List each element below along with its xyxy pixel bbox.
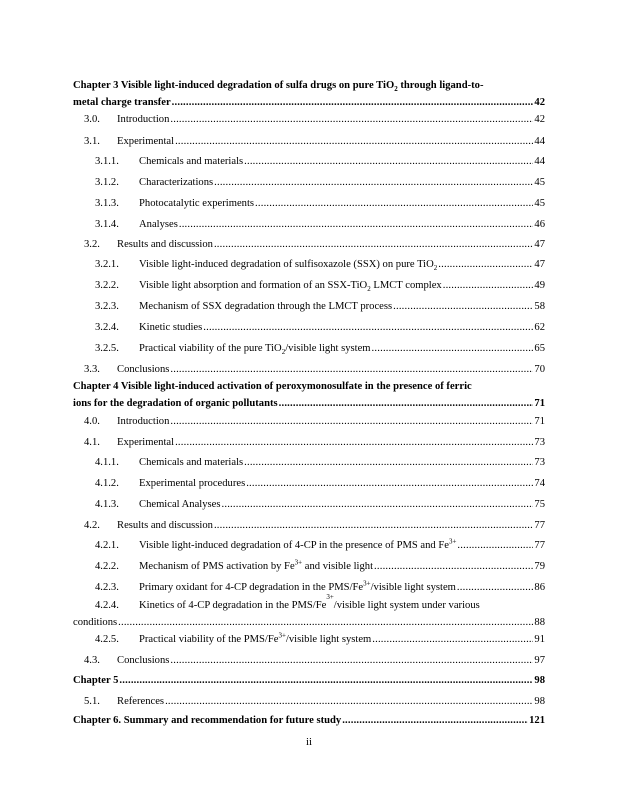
toc-entry-4-2-5[interactable]: 4.2.5. Practical viability of the PMS/$Fe^{3+}$/visible light system ..... 91 [95, 633, 545, 646]
toc-entry-3-2-3[interactable]: 3.2.3. Mechanism of SSX degradation through the LMCT process ..... 58 [95, 300, 545, 313]
chapter-3-entry[interactable] [73, 77, 545, 111]
toc-entry-3-1-4[interactable]: 3.1.4. Analyses ..... 46 [95, 218, 545, 231]
toc-entry-4-1[interactable]: 4.1. Experimental ..... 73 [84, 436, 545, 449]
chapter-3-page: 42 [534, 97, 545, 108]
toc-entry-3-2-2[interactable]: 3.2.2. Visible light absorption and formation of an SSX-TiO$_2$ LMCT complex ..... 49 [95, 279, 545, 292]
toc-entry-4-0[interactable]: 4.0. Introduction ..... 71 [84, 415, 545, 428]
chapter-3-title-line2: metal charge transfer [73, 97, 171, 108]
chapter-5-entry[interactable]: Chapter 5 ..... 98 [73, 672, 545, 689]
toc-entry-3-2-1[interactable]: 3.2.1. Visible light-induced degradation of sulfisoxazole (SSX) on pure TiO$_2$ ..... 47 [95, 258, 545, 271]
toc-entry-3-3[interactable]: 3.3. Conclusions ..... 70 [84, 363, 545, 376]
toc-entry-4-2-2[interactable]: 4.2.2. Mechanism of PMS activation by $Fe^{3+}$ and visible light ..... 79 [95, 560, 545, 573]
toc-entry-3-0[interactable]: 3.0. Introduction ..... 42 [84, 113, 545, 126]
chapter-4-page: 71 [534, 398, 545, 409]
toc-entry-4-1-1[interactable]: 4.1.1. Chemicals and materials ..... 73 [95, 456, 545, 469]
chapter-4-title-line2: ions for the degradation of organic pollutants [73, 398, 278, 409]
toc-entry-3-2[interactable]: 3.2. Results and discussion ..... 47 [84, 238, 545, 251]
toc-entry-4-1-2[interactable]: 4.1.2. Experimental procedures ..... 74 [95, 477, 545, 490]
page-number: ii [305, 736, 313, 748]
toc-entry-3-2-5[interactable]: 3.2.5. Practical viability of the pure TiO$_2$/visible light system ..... 65 [95, 342, 545, 355]
chapter-4-entry[interactable] [73, 378, 545, 412]
leader-dots [172, 94, 534, 111]
toc-entry-4-1-3[interactable]: 4.1.3. Chemical Analyses ..... 75 [95, 498, 545, 511]
toc-entry-4-3[interactable]: 4.3. Conclusions ..... 97 [84, 654, 545, 667]
toc-entry-3-2-4[interactable]: 3.2.4. Kinetic studies ..... 62 [95, 321, 545, 334]
toc-entry-4-2-3[interactable]: 4.2.3. Primary oxidant for 4-CP degradation in the PMS/$Fe^{3+}$/visible light system ..... 86 [95, 581, 545, 594]
toc-entry-4-2[interactable]: 4.2. Results and discussion ..... 77 [84, 519, 545, 532]
toc-entry-3-1[interactable]: 3.1. Experimental ..... 44 [84, 135, 545, 148]
toc-entry-4-2-1[interactable]: 4.2.1. Visible light-induced degradation of 4-CP in the presence of PMS and $Fe^{3+}$ ..... 77 [95, 539, 545, 552]
toc-entry-5-1[interactable]: 5.1. References ..... 98 [84, 695, 545, 708]
chapter-6-entry[interactable]: Chapter 6. Summary and recommendation for future study ..... 121 [73, 712, 545, 729]
chapter-4-title-line1: Chapter 4 Visible light-induced activation of peroxymonosulfate in the presence of ferric [73, 381, 472, 392]
toc-entry-3-1-1[interactable]: 3.1.1. Chemicals and materials ..... 44 [95, 155, 545, 168]
toc-entry-3-1-3[interactable]: 3.1.3. Photocatalytic experiments ..... 45 [95, 197, 545, 210]
chapter-3-title-line1: Chapter 3 Visible light-induced degradation of sulfa drugs on pure TiO$_2$ through ligand-to- [73, 80, 484, 94]
toc-entry-3-1-2[interactable]: 3.1.2. Characterizations ..... 45 [95, 176, 545, 189]
toc-entry-4-2-4[interactable]: 4.2.4. Kinetics of 4-CP degradation in the PMS/Fe 3+ /visible light system under various conditions ..... 88 [95, 597, 545, 631]
